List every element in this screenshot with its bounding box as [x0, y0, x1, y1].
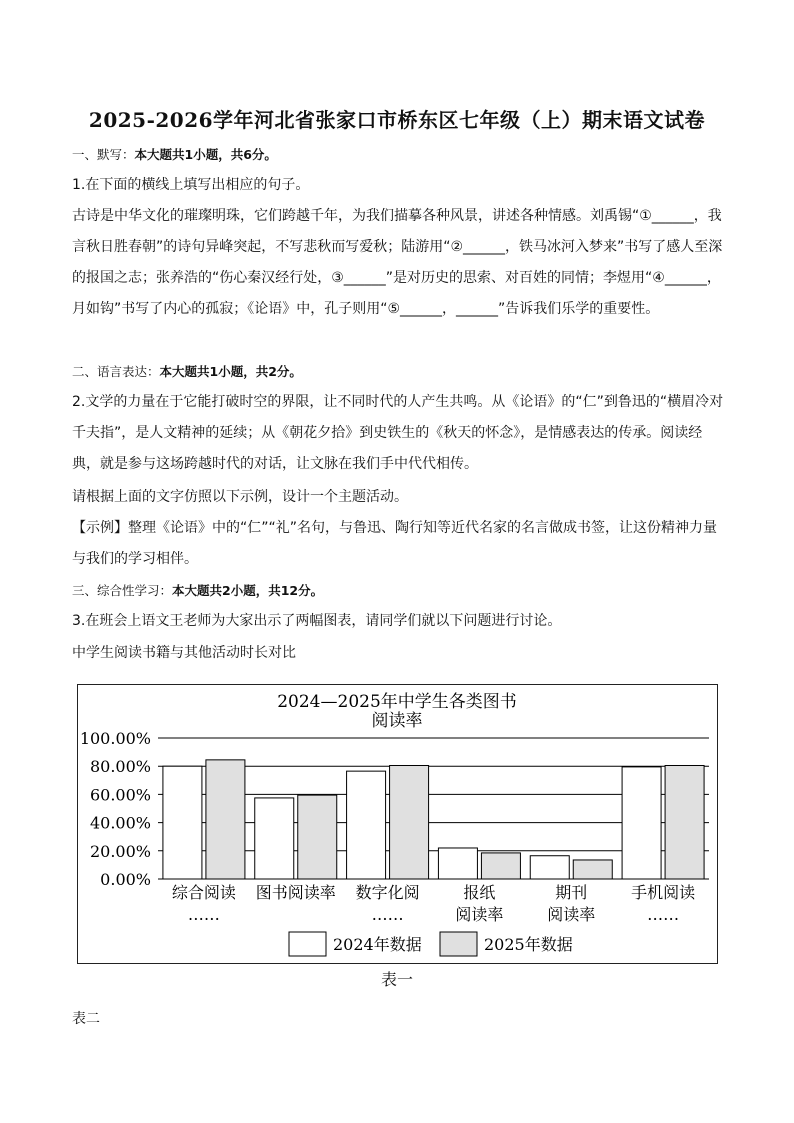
bar-series2 — [481, 853, 520, 879]
q2-stem: 2.文学的力量在于它能打破时空的界限，让不同时代的人产生共鸣。从《论语》的“仁”到鲁迅的“横眉冷对千夫指”，是人文精神的延续；从《朝花夕拾》到史铁生的《秋天的怀念》，是情感表达的传承。阅读经典，就是参与这场跨越时代的对话，让文脉在我们手中代代相传。 — [72, 394, 724, 472]
x-tick-label: 数字化阅 — [355, 883, 420, 902]
y-tick-label: 100.00% — [79, 729, 151, 748]
y-tick-label: 60.00% — [89, 785, 151, 805]
x-tick-label-line2: …… — [647, 905, 680, 924]
q1-stem: 1.在下面的横线上填写出相应的句子。 — [72, 177, 310, 193]
x-tick-label-line2: 阅读率 — [547, 905, 596, 924]
bar-series2 — [665, 765, 704, 879]
bar-series2 — [573, 860, 612, 879]
chart-title-line2: 阅读率 — [371, 711, 423, 731]
legend-swatch — [440, 932, 477, 956]
x-tick-label: 图书阅读率 — [255, 883, 336, 902]
y-tick-label: 80.00% — [89, 757, 151, 777]
chart-title-line1: 2024—2025年中学生各类图书 — [277, 692, 517, 712]
bar-series1 — [438, 848, 477, 879]
x-tick-label: 手机阅读 — [631, 883, 696, 902]
x-tick-label: 期刊 — [555, 883, 588, 902]
reading-rate-chart — [77, 684, 718, 964]
x-tick-label: 综合阅读 — [171, 883, 236, 902]
section-3-prefix: 三、综合性学习： — [72, 583, 173, 598]
section-2-heading — [72, 356, 724, 387]
legend-label: 2025年数据 — [484, 935, 573, 954]
bar-series1 — [622, 767, 661, 879]
table-1-caption: 表一 — [380, 970, 413, 989]
section-3-heading — [72, 575, 724, 606]
x-tick-label-line2: …… — [371, 905, 404, 924]
q3-subtitle: 中学生阅读书籍与其他活动时长对比 — [72, 645, 296, 661]
bar-series1 — [255, 798, 294, 879]
y-tick-label: 20.00% — [89, 841, 151, 861]
bar-series2 — [206, 760, 245, 879]
bar-series2 — [298, 795, 337, 879]
bar-series1 — [347, 771, 386, 879]
section-1-prefix: 一、默写： — [72, 147, 135, 162]
x-tick-label-line2: …… — [187, 905, 220, 924]
y-tick-label: 40.00% — [89, 813, 151, 833]
q1-body: 古诗是中华文化的璀璨明珠，它们跨越千年，为我们描摹各种风景，讲述各种情感。刘禹锡“①______，我言秋日胜春朝”的诗句异峰突起，不写悲秋而写爱秋；陆游用“②______，铁马冰河入梦来”书写了感人至深的报国之志；张养浩的“伤心秦汉经行处，③______”是对历史的思索、对百姓的同情；李煜用“④______，月如钩”书写了内心的孤寂；《论语》中，孔子则用“⑤______，______”告诉我们乐学的重要性。 — [72, 208, 723, 317]
section-2-prefix: 二、语言表达： — [72, 364, 160, 379]
section-1-desc: 本大题共1小题，共6分。 — [134, 147, 277, 162]
q2-instruction: 请根据上面的文字仿照以下示例，设计一个主题活动。 — [72, 489, 408, 505]
section-3-desc: 本大题共2小题，共12分。 — [172, 583, 324, 598]
x-tick-label-line2: 阅读率 — [455, 905, 504, 924]
bar-series1 — [163, 766, 202, 879]
exam-title: 2025-2026学年河北省张家口市桥东区七年级（上）期末语文试卷 — [88, 108, 706, 132]
legend-label: 2024年数据 — [333, 935, 422, 954]
bar-series2 — [390, 765, 429, 879]
y-tick-label: 0.00% — [100, 870, 151, 889]
chart-svg — [78, 685, 717, 963]
q2-example: 【示例】整理《论语》中的“仁”“礼”名句，与鲁迅、陶行知等近代名家的名言做成书签，让这份精神力量与我们的学习相伴。 — [72, 520, 718, 567]
table-2-label: 表二 — [72, 1011, 100, 1027]
section-1-heading — [72, 139, 724, 170]
x-tick-label: 报纸 — [463, 883, 496, 902]
bar-series1 — [530, 856, 569, 879]
section-2-desc: 本大题共1小题，共2分。 — [159, 364, 302, 379]
legend-swatch — [289, 932, 326, 956]
q3-stem: 3.在班会上语文王老师为大家出示了两幅图表，请同学们就以下问题进行讨论。 — [72, 613, 562, 629]
